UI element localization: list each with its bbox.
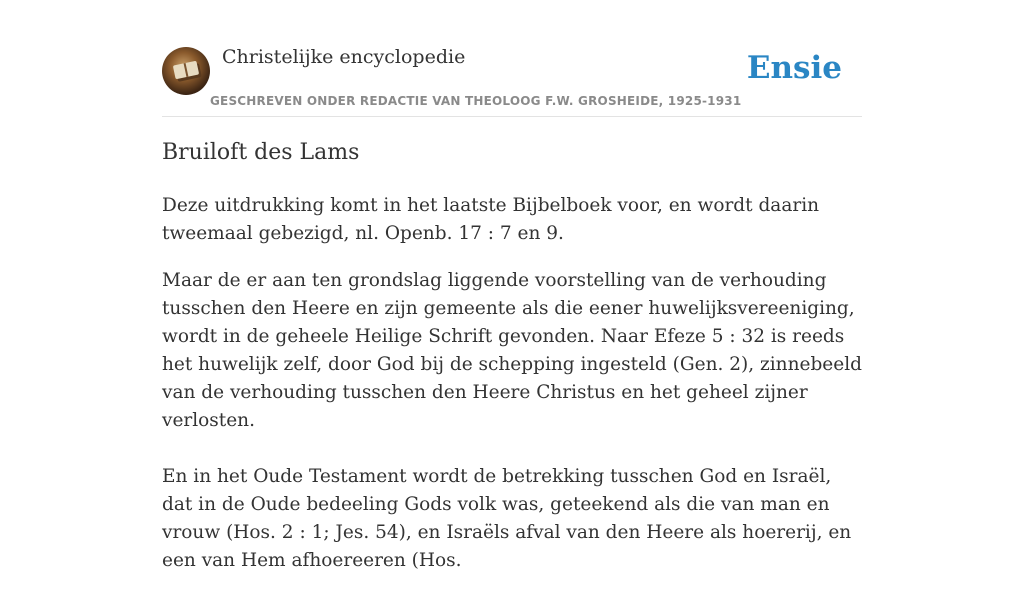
encyclopedia-logo-image[interactable] [162,47,210,95]
site-name[interactable]: Christelijke encyclopedie [222,46,466,68]
article-paragraph: Deze uitdrukking komt in het laatste Bijbelboek voor, en wordt daarin tweemaal gebezigd, nl. Openb. 17 : 7 en 9. [162,195,820,244]
page-container [162,0,862,571]
article-body [162,192,862,594]
ensie-brand-link[interactable]: Ensie [746,50,842,86]
book-icon [173,61,199,80]
site-header [162,0,862,117]
article-paragraph: Maar de er aan ten grondslag liggende voorstelling van de verhouding tusschen den Heere en zijn gemeente als die eener huwelijksvereeniging, wordt in de geheele Heilige Schrift gevonden. Naar Efeze 5 : 32 is reeds het huwelijk zelf, door God bij de schepping ingesteld (Gen. 2), zinnebeeld van de verhouding tusschen den Heere Christus en het geheel zijner verlosten. [162,270,862,431]
article-title: Bruiloft des Lams [162,140,360,165]
site-tagline: GESCHREVEN ONDER REDACTIE VAN THEOLOOG F.W. GROSHEIDE, 1925-1931 [210,94,742,108]
article-paragraph: En in het Oude Testament wordt de betrekking tusschen God en Israël, dat in de Oude bedeeling Gods volk was, geteekend als die van man en vrouw (Hos. 2 : 1; Jes. 54), en Israëls afval van den Heere als hoererij, en een van Hem afhoereeren (Hos. [162,466,852,571]
